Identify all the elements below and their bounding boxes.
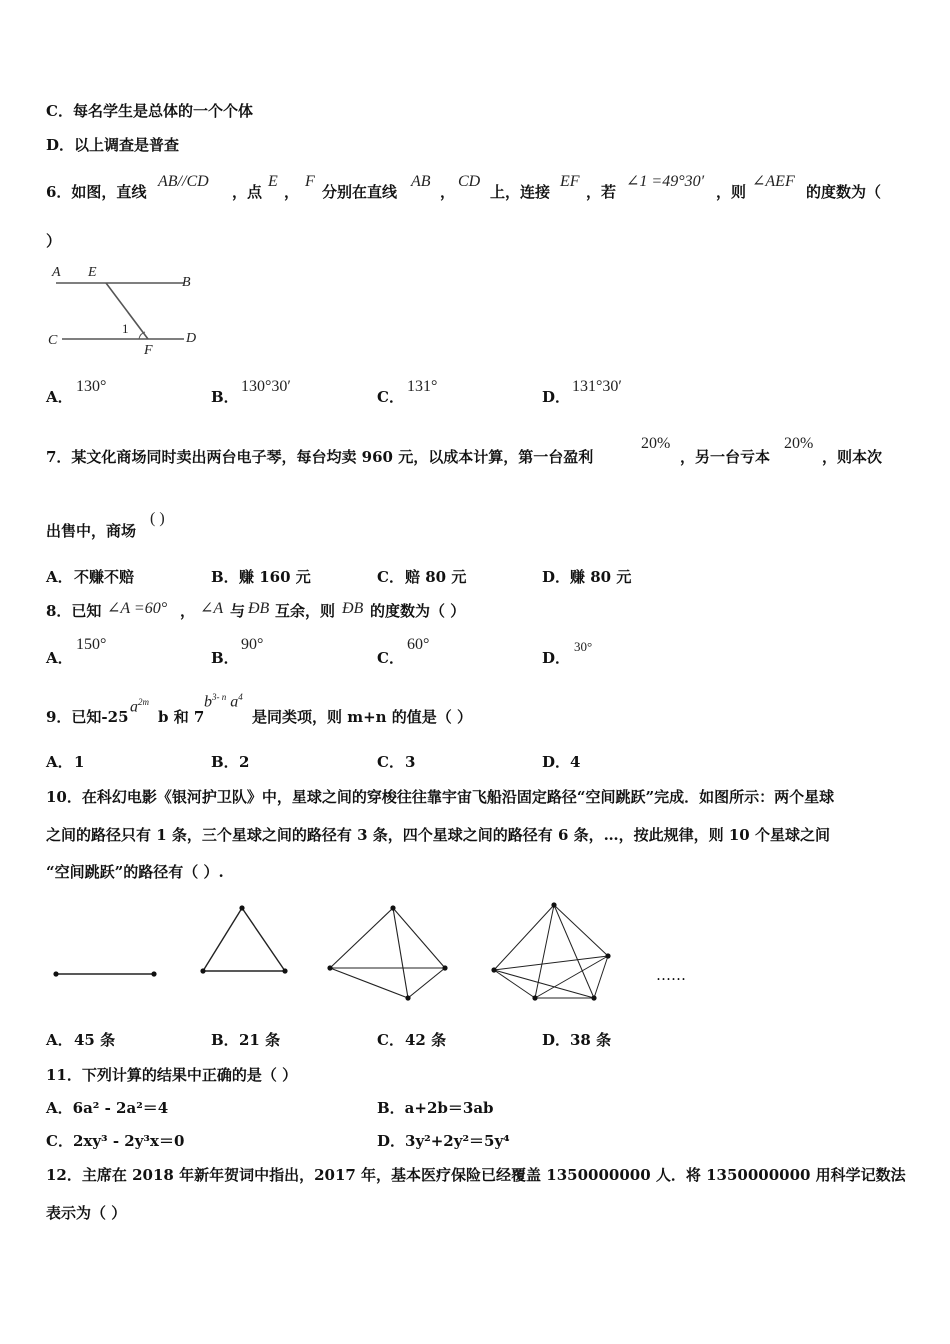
q8-stem-text: 8．已知: [46, 602, 102, 620]
q9-math-term1: $a^{2m}$: [130, 697, 149, 716]
q7-math-percent: 20%: [641, 435, 671, 452]
q9-option-letter: C．: [377, 753, 404, 771]
q6-stem-close: ）: [46, 232, 62, 250]
q10-stem-line: 之间的路径只有 1 条，三个星球之间的路径有 3 条，四个星球之间的路径有 6 条，…，按此规律，则 10 个星球之间: [46, 826, 830, 844]
q6-option-value: 130°: [76, 378, 107, 395]
q8-option-letter: A．: [46, 649, 73, 667]
q9-math-term2: $b^{3- n}$ $a^4$: [204, 692, 243, 711]
fig-label-f: F: [144, 343, 153, 358]
q6-stem-text: 分别在直线: [322, 183, 398, 201]
q11-option-a: A．6a² - 2a²＝4: [46, 1099, 169, 1117]
fig-label-e: E: [88, 265, 97, 280]
q7-option-value: 赚 80 元: [570, 568, 632, 586]
q9-stem-text: 是同类项，则 m+n 的值是（ ）: [252, 708, 473, 726]
q6-option-letter: A．: [46, 388, 73, 406]
q8-math-angle-b: ÐB: [342, 600, 364, 617]
q8-option-value: 60°: [407, 636, 430, 653]
q9-option-letter: A．: [46, 753, 73, 771]
q8-option-letter: B．: [211, 649, 239, 667]
q6-math-e: E: [268, 173, 278, 190]
q5-option-c: C．每名学生是总体的一个个体: [46, 102, 253, 120]
q6-math-cd: CD: [458, 173, 481, 190]
q8-option-letter: C．: [377, 649, 404, 667]
q6-stem-text: ，点: [232, 183, 263, 201]
fig-label-1: 1: [122, 321, 129, 336]
q7-option-letter: A．: [46, 568, 73, 586]
q10-stem-line: 10．在科幻电影《银河护卫队》中，星球之间的穿梭往往靠宇宙飞船沿固定路径“空间跳跃”完成．如图所示：两个星球: [46, 788, 835, 806]
q10-option-letter: A．: [46, 1031, 73, 1049]
q10-option-value: 45 条: [74, 1031, 116, 1049]
q6-stem-text: ，: [284, 183, 300, 201]
q9-option-letter: B．: [211, 753, 239, 771]
q9-option-value: 4: [570, 753, 581, 771]
q11-option-c: C．2xy³ - 2y³x＝0: [46, 1132, 185, 1150]
q12-stem-line: 表示为（ ）: [46, 1204, 127, 1222]
q11-option-d: D．3y²+2y²＝5y⁴: [377, 1132, 510, 1150]
fig-label-d: D: [186, 331, 197, 346]
q7-option-letter: D．: [542, 568, 571, 586]
q8-stem-text: 与: [230, 602, 246, 620]
q6-option-value: 131°30′: [572, 378, 622, 395]
q10-ellipsis: ……: [656, 966, 686, 984]
q8-stem-text: 互余，则: [275, 602, 336, 620]
q10-option-letter: D．: [542, 1031, 571, 1049]
q7-math-percent: 20%: [784, 435, 814, 452]
q6-stem-text: 的度数为（: [806, 183, 882, 201]
q7-stem-text: 出售中，商场: [46, 522, 137, 540]
q9-option-value: 2: [239, 753, 250, 771]
q6-math-aef: ∠AEF: [752, 173, 795, 190]
q11-stem: 11．下列计算的结果中正确的是（ ）: [46, 1066, 298, 1084]
q6-stem-text: 6．如图，直线: [46, 183, 147, 201]
q9-option-value: 3: [405, 753, 416, 771]
q8-stem-text: ，: [180, 602, 196, 620]
q6-option-letter: B．: [211, 388, 239, 406]
q6-math-angle1: ∠1 =49°30′: [626, 173, 705, 190]
q10-option-letter: B．: [211, 1031, 239, 1049]
q8-math-angle-a: ∠A: [200, 600, 224, 617]
q10-option-value: 42 条: [405, 1031, 447, 1049]
q12-stem-line: 12．主席在 2018 年新年贺词中指出，2017 年，基本医疗保险已经覆盖 1350000000 人．将 1350000000 用科学记数法: [46, 1166, 906, 1184]
q6-stem-text: ，则: [716, 183, 747, 201]
q8-option-value: 90°: [241, 636, 264, 653]
fig-label-c: C: [48, 333, 58, 348]
q6-math-ef: EF: [560, 173, 580, 190]
q8-math-angle-b: ÐB: [248, 600, 270, 617]
q11-option-b: B．a+2b＝3ab: [377, 1099, 494, 1117]
q9-stem-text: 9．已知-25: [46, 708, 129, 726]
q7-answer-paren: ( ): [150, 510, 165, 527]
q6-stem-text: ，若: [586, 183, 617, 201]
graph-four-planets: [322, 900, 452, 1005]
q8-option-value: 30°: [574, 639, 593, 654]
q9-option-value: 1: [74, 753, 85, 771]
q6-option-value: 131°: [407, 378, 438, 395]
graph-five-planets: [488, 898, 618, 1003]
q5-option-d: D．以上调查是普查: [46, 136, 180, 154]
q6-math-ab-cd: AB//CD: [158, 173, 209, 190]
q6-option-letter: C．: [377, 388, 404, 406]
q6-math-ab: AB: [411, 173, 431, 190]
q9-option-letter: D．: [542, 753, 571, 771]
q7-stem-text: 7．某文化商场同时卖出两台电子琴，每台均卖 960 元，以成本计算，第一台盈利: [46, 448, 594, 466]
q6-stem-text: ，: [440, 183, 456, 201]
q10-option-value: 21 条: [239, 1031, 281, 1049]
q8-stem-text: 的度数为（ ）: [370, 602, 466, 620]
graph-two-planets: [50, 964, 160, 984]
q7-stem-text: ，则本次: [822, 448, 883, 466]
graph-three-planets: [195, 900, 295, 980]
q7-option-value: 赚 160 元: [239, 568, 311, 586]
q10-stem-line: “空间跳跃”的路径有（ ）.: [46, 863, 224, 881]
q7-option-letter: C．: [377, 568, 404, 586]
q8-option-value: 150°: [76, 636, 107, 653]
q8-math-angle-a: ∠A =60°: [107, 600, 168, 617]
q6-option-letter: D．: [542, 388, 571, 406]
q10-option-letter: C．: [377, 1031, 404, 1049]
q8-option-letter: D．: [542, 649, 571, 667]
q6-math-f: F: [305, 173, 315, 190]
q7-stem-text: ，另一台亏本: [680, 448, 771, 466]
q7-option-value: 赔 80 元: [405, 568, 467, 586]
q6-stem-text: 上，连接: [490, 183, 551, 201]
q7-option-value: 不赚不赔: [74, 568, 135, 586]
fig-label-a: A: [52, 265, 61, 280]
fig-label-b: B: [182, 275, 191, 290]
q6-option-value: 130°30′: [241, 378, 291, 395]
q9-stem-text: b 和 7: [158, 708, 205, 726]
q7-option-letter: B．: [211, 568, 239, 586]
q10-option-value: 38 条: [570, 1031, 612, 1049]
